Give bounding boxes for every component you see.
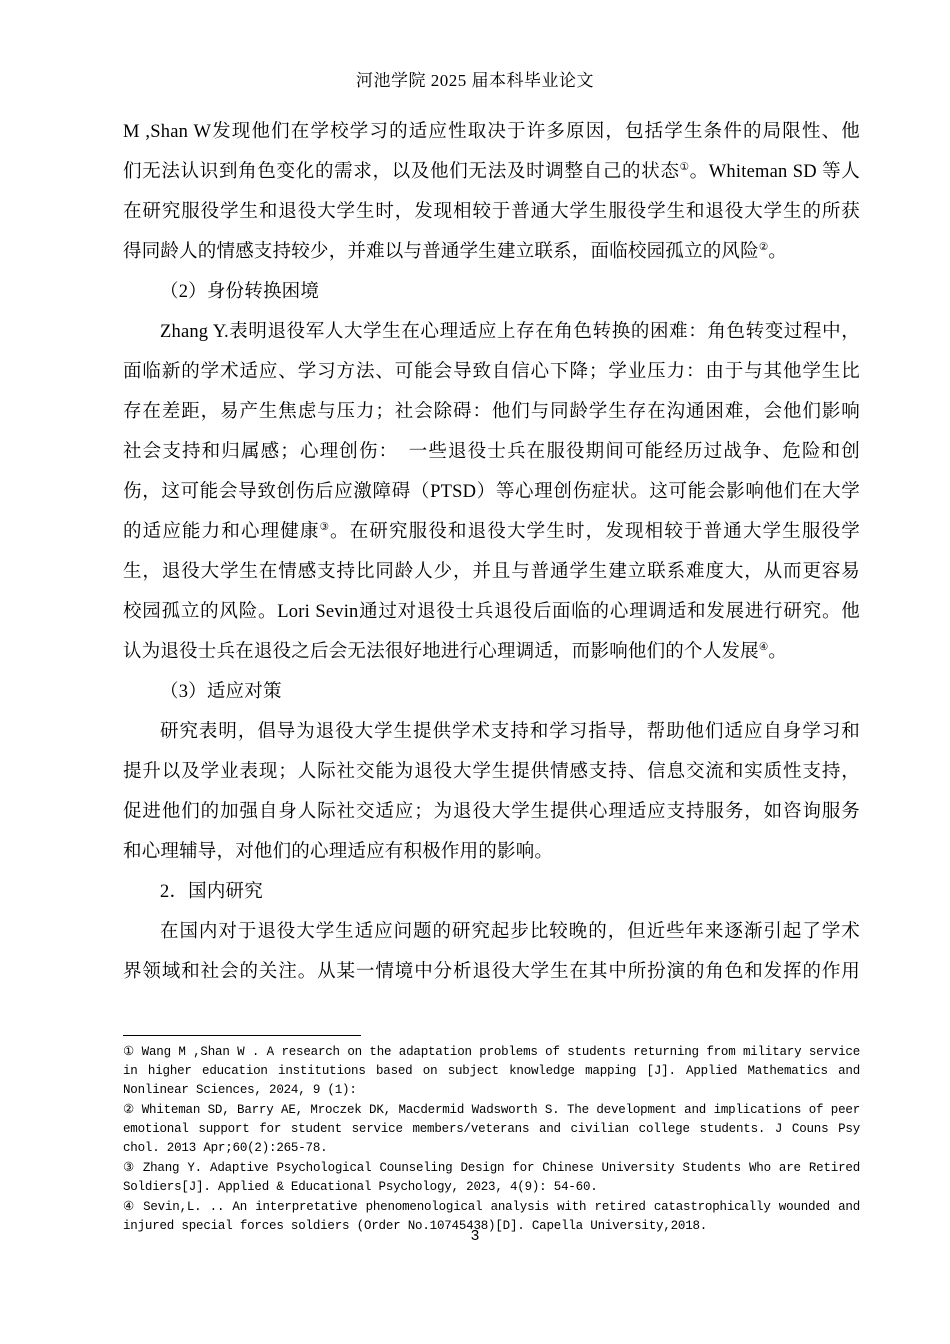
footnote-marker: ① <box>123 1044 135 1058</box>
body-line: 和心理辅导，对他们的心理适应有积极作用的影响。 <box>123 842 554 862</box>
body-line: 的适应能力和心理健康③。在研究服役和退役大学生时，发现相较于普通大学生服役学 <box>123 521 860 542</box>
footnotes-list <box>123 1042 860 1236</box>
body-line: 在研究服役学生和退役大学生时，发现相较于普通大学生服役学生和退役大学生的所获 <box>123 202 860 222</box>
body-line: 存在差距，易产生焦虑与压力；社会除碍：他们与同龄学生存在沟通困难，会他们影响 <box>123 402 860 422</box>
body-line: Zhang Y.表明退役军人大学生在心理适应上存在角色转换的困难：角色转变过程中， <box>160 322 860 342</box>
footnote-separator <box>123 1035 361 1036</box>
body-line: 得同龄人的情感支持较少，并难以与普通学生建立联系，面临校园孤立的风险②。 <box>123 241 787 262</box>
body-line: 认为退役士兵在退役之后会无法很好地进行心理调适，而影响他们的个人发展④。 <box>123 641 787 662</box>
footnote-marker: ③ <box>123 1160 135 1174</box>
footnote-item: ② Whiteman SD, Barry AE, Mroczek DK, Macdermid Wadsworth S. The development and implications of peer emotional support for student service members/veterans and civilian college students. J Couns Psy chol. 2013 Apr;60(2):265-78. <box>123 1102 860 1155</box>
body-line: 促进他们的加强自身人际社交适应；为退役大学生提供心理适应支持服务，如咨询服务 <box>123 802 860 822</box>
heading-line: （3）适应对策 <box>160 682 282 702</box>
body-line: 伤，这可能会导致创伤后应激障碍（PTSD）等心理创伤症状。这可能会影响他们在大学 <box>123 482 860 502</box>
body-line: 校园孤立的风险。Lori Sevin通过对退役士兵退役后面临的心理调适和发展进行研究。他 <box>123 602 860 622</box>
heading-line: 2．国内研究 <box>160 882 263 902</box>
heading-line: （2）身份转换困境 <box>160 282 320 302</box>
body-line: 们无法认识到角色变化的需求，以及他们无法及时调整自己的状态①。Whiteman SD 等人 <box>123 161 861 182</box>
body-line: 在国内对于退役大学生适应问题的研究起步比较晚的，但近些年来逐渐引起了学术 <box>160 922 860 942</box>
body-line: 研究表明，倡导为退役大学生提供学术支持和学习指导，帮助他们适应自身学习和 <box>160 722 860 742</box>
body-text <box>123 112 860 992</box>
footnote-item: ④ Sevin,L. .. An interpretative phenomenological analysis with retired catastrophically wounded and injured special forces soldiers (Order No.10745438)[D]. Capella University,2018. <box>123 1199 860 1233</box>
body-line: 社会支持和归属感；心理创伤： 一些退役士兵在服役期间可能经历过战争、危险和创 <box>123 442 860 462</box>
page-header: 河池学院 2025 届本科毕业论文 <box>356 71 594 90</box>
footnote-marker: ④ <box>123 1199 135 1213</box>
footnote-ref: ① <box>679 161 690 173</box>
footnote-ref: ④ <box>758 641 769 653</box>
body-line: 界领域和社会的关注。从某一情境中分析退役大学生在其中所扮演的角色和发挥的作用 <box>123 962 860 982</box>
body-line: M ,Shan W发现他们在学校学习的适应性取决于许多原因，包括学生条件的局限性、他 <box>123 122 860 142</box>
footnote-ref: ③ <box>319 521 331 533</box>
body-line: 面临新的学术适应、学习方法、可能会导致自信心下降；学业压力：由于与其他学生比 <box>123 362 860 382</box>
footnote-item: ① Wang M ,Shan W . A research on the adaptation problems of students returning from military service in higher education institutions based on subject knowledge mapping [J]. Applied Mathematics and Nonlinear Sciences, 2024, 9 (1): <box>123 1044 860 1097</box>
page-number: 3 <box>470 1228 480 1245</box>
footnote-ref: ② <box>758 241 769 253</box>
footnote-item: ③ Zhang Y. Adaptive Psychological Counseling Design for Chinese University Students Who are Retired Soldiers[J]. Applied & Educational Psychology, 2023, 4(9): 54-60. <box>123 1160 860 1194</box>
footnote-marker: ② <box>123 1102 135 1116</box>
body-line: 生，退役大学生在情感支持比同龄人少，并且与普通学生建立联系难度大，从而更容易 <box>123 562 860 582</box>
body-line: 提升以及学业表现；人际社交能为退役大学生提供情感支持、信息交流和实质性支持， <box>123 762 860 782</box>
